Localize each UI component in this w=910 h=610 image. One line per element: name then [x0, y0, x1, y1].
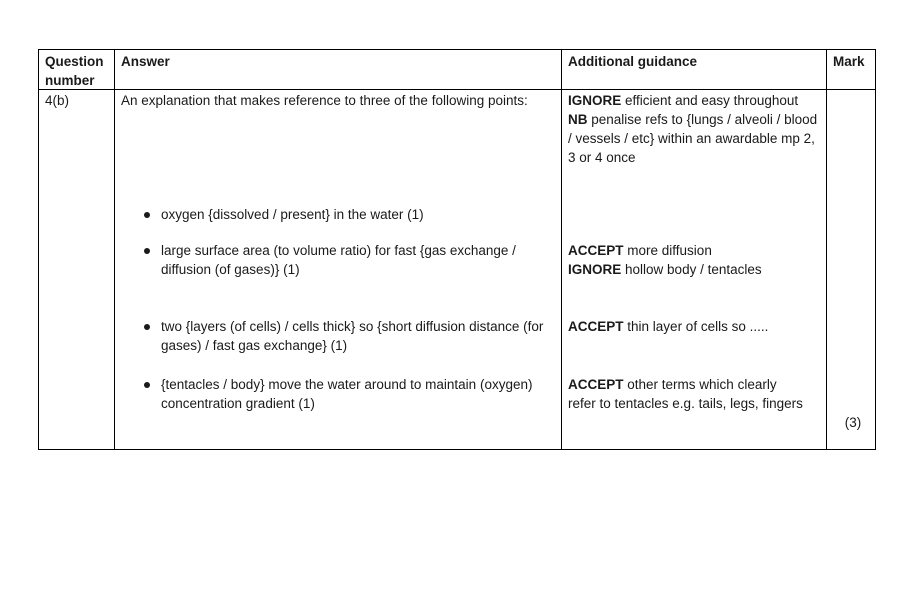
guidance-text: other terms which clearly refer to tentacles e.g. tails, legs, fingers [568, 377, 803, 411]
guidance-keyword: NB [568, 112, 588, 127]
guidance-block-1 [568, 91, 823, 167]
guidance-text: thin layer of cells so ..... [627, 319, 769, 334]
answer-point-2: large surface area (to volume ratio) for fast {gas exchange / diffusion (of gases)} (1) [161, 243, 516, 277]
guidance-text: penalise refs to {lungs / alveoli / blood / vessels / etc} within an awardable mp 2, 3 or 4 once [568, 112, 818, 165]
mark-scheme-table [38, 49, 876, 450]
header-mark: Mark [833, 54, 865, 69]
guidance-keyword: ACCEPT [568, 243, 624, 258]
column-divider [114, 50, 115, 449]
header-answer: Answer [121, 54, 170, 69]
answer-intro: An explanation that makes reference to three of the following points: [121, 93, 528, 108]
guidance-block-3 [568, 317, 823, 336]
guidance-keyword: ACCEPT [568, 319, 624, 334]
guidance-keyword: IGNORE [568, 262, 622, 277]
guidance-text: hollow body / tentacles [625, 262, 762, 277]
column-divider [561, 50, 562, 449]
bullet-icon [144, 382, 150, 388]
bullet-icon [144, 212, 150, 218]
guidance-keyword: IGNORE [568, 93, 622, 108]
guidance-text: more diffusion [627, 243, 712, 258]
column-divider [826, 50, 827, 449]
header-additional-guidance: Additional guidance [568, 54, 698, 69]
guidance-keyword: ACCEPT [568, 377, 624, 392]
answer-point-3: two {layers (of cells) / cells thick} so {short diffusion distance (for gases) / fast gas exchange} (1) [161, 319, 544, 353]
answer-point-4: {tentacles / body} move the water around to maintain (oxygen) concentration gradient (1) [161, 377, 533, 411]
guidance-block-2 [568, 241, 823, 279]
question-number: 4(b) [45, 93, 70, 108]
guidance-block-4 [568, 375, 808, 413]
answer-point-1: oxygen {dissolved / present} in the water (1) [161, 207, 424, 222]
guidance-text: efficient and easy throughout [625, 93, 799, 108]
header-question-number: Question number [45, 54, 104, 88]
header-divider [39, 89, 875, 90]
bullet-icon [144, 324, 150, 330]
mark-value: (3) [844, 415, 862, 430]
bullet-icon [144, 248, 150, 254]
